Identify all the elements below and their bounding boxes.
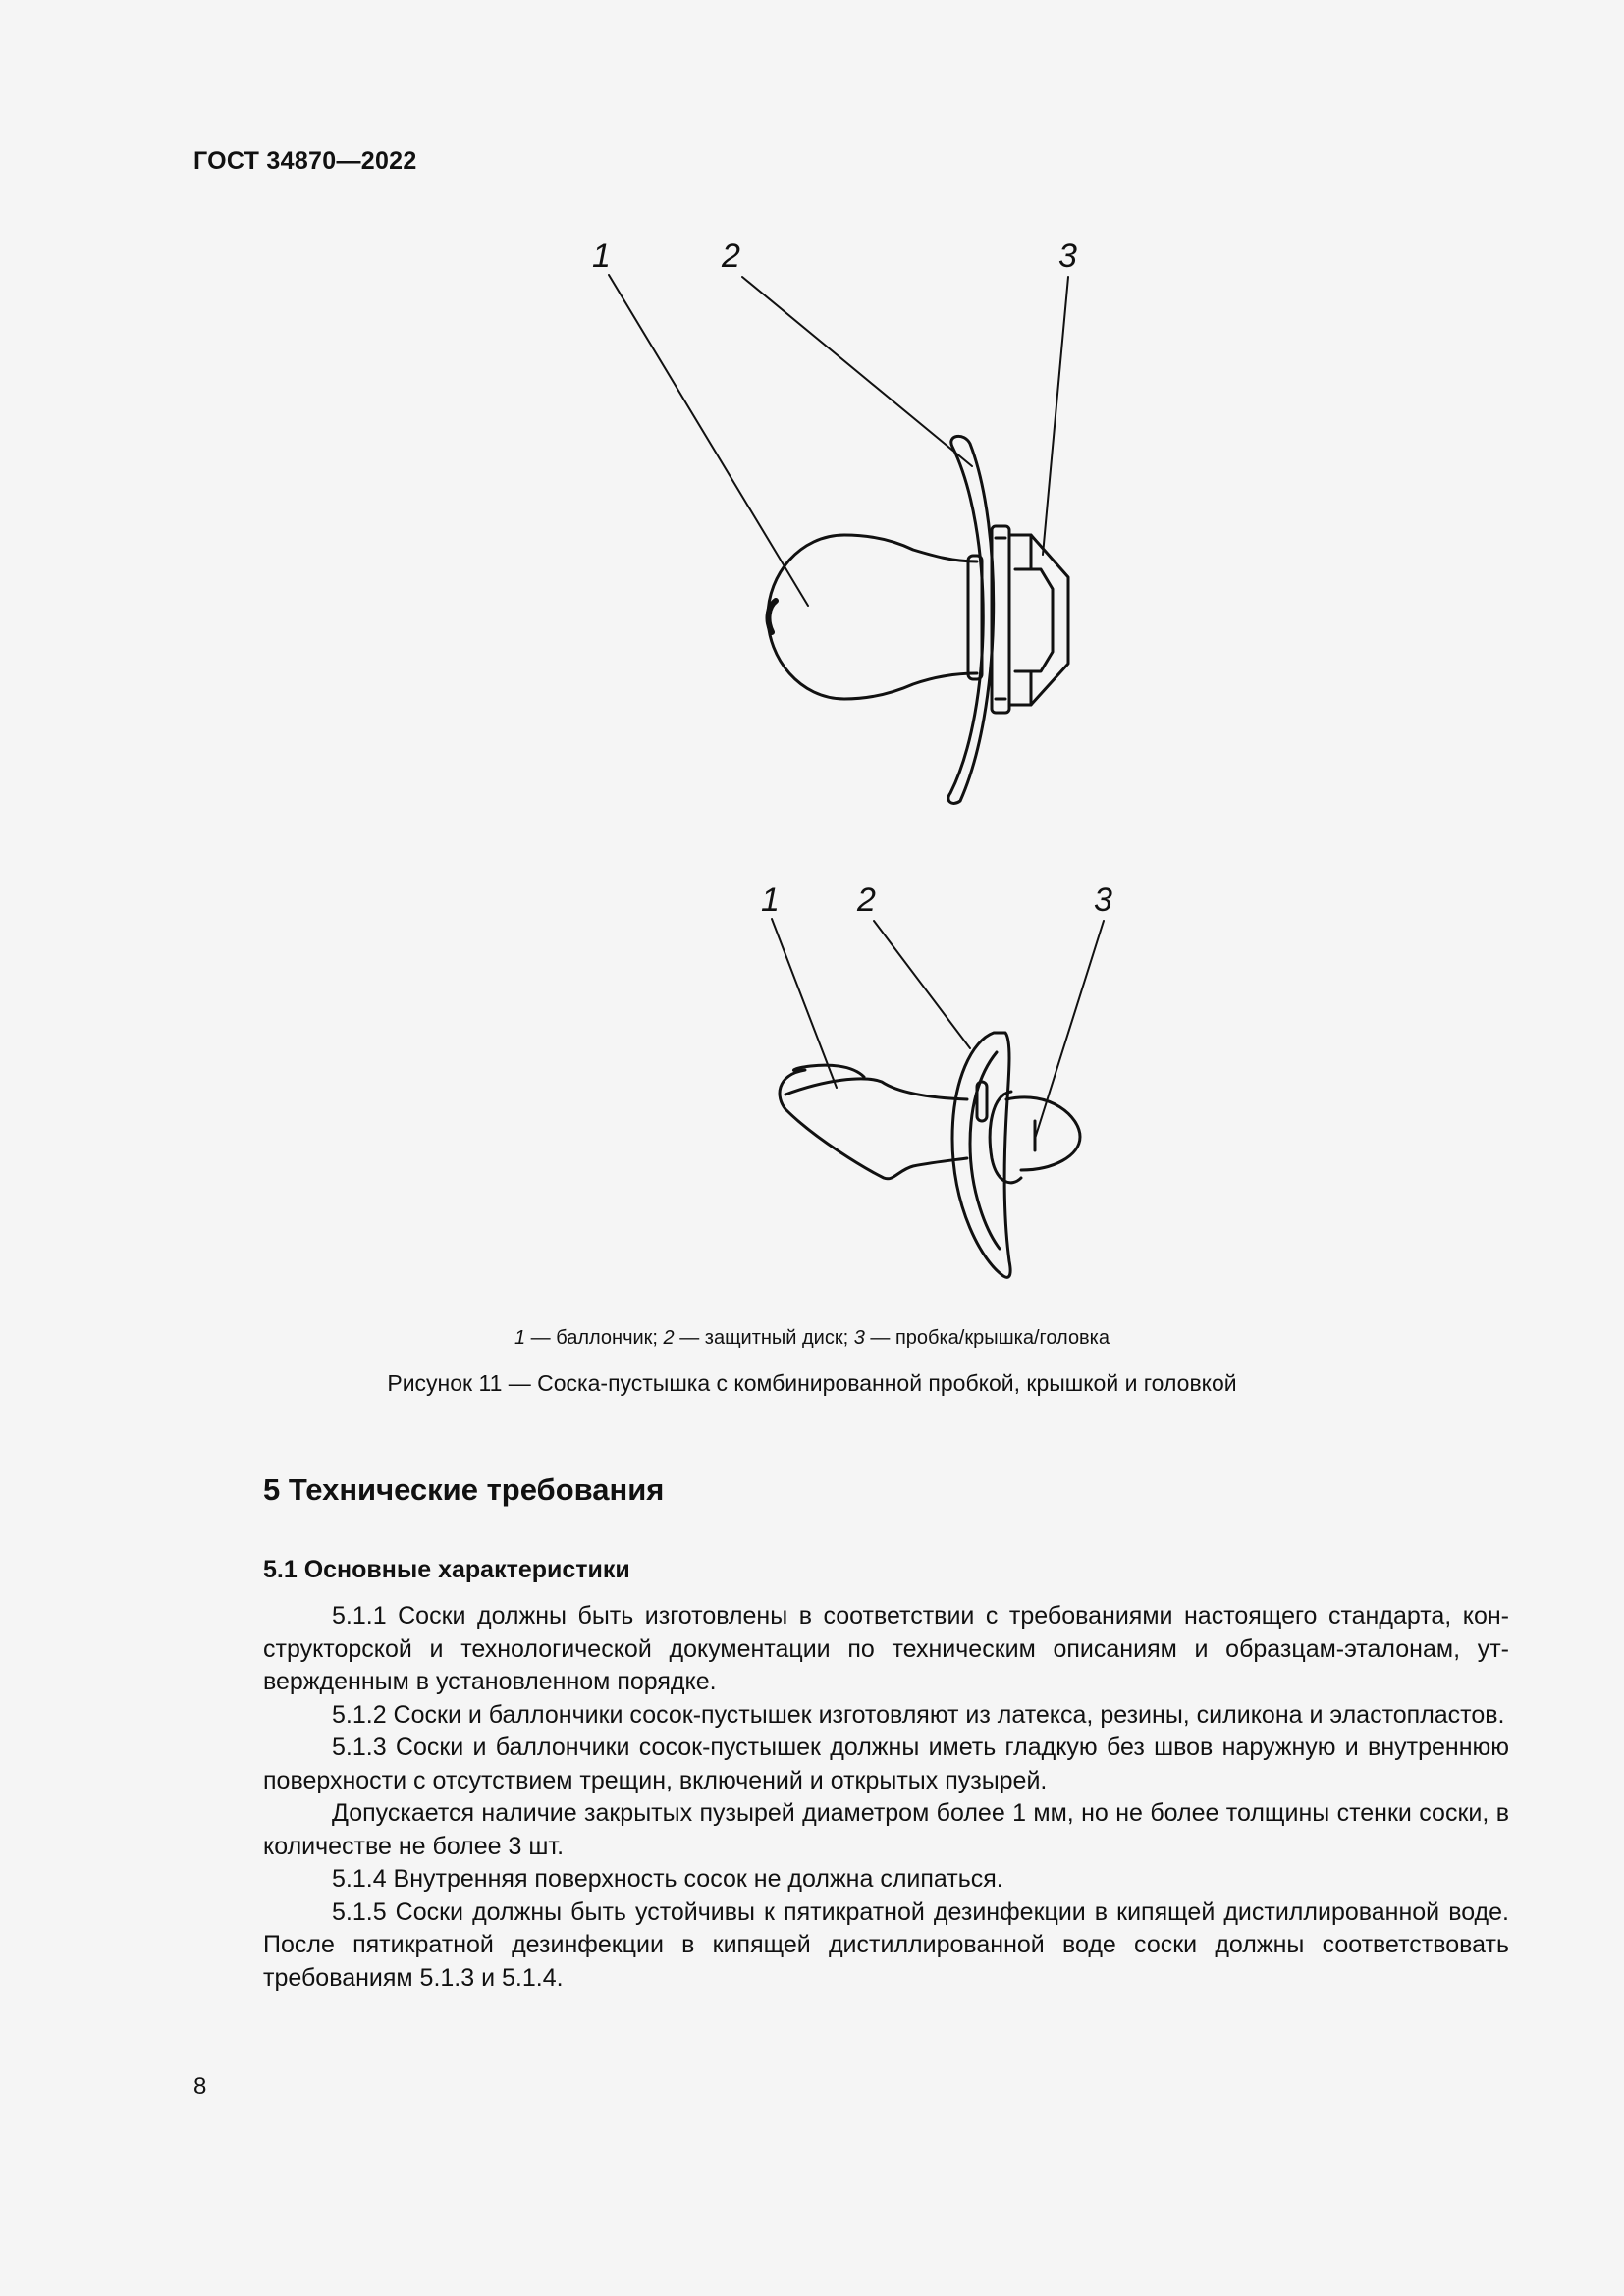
paragraph-5-1-5: 5.1.5 Соски должны быть устойчивы к пятикратной дезинфекции в кипящей дистиллированной воде. После пятикратной дезинфекции в кипящей дистиллированной воде соски должны соответствовать требованиям 5.1.3 и 5.1.4.: [263, 1897, 1509, 1992]
top-leader-3: [1043, 277, 1068, 555]
top-plug-head: [1009, 535, 1068, 705]
top-callout-3: 3: [1058, 238, 1077, 275]
bottom-plug-head: [1006, 1097, 1080, 1170]
bottom-leader-3: [1035, 921, 1104, 1139]
paragraph-5-1-3: 5.1.3 Соски и баллончики сосок-пустышек должны иметь гладкую без швов наружную и внутреннюю поверхности с отсутствием трещин, включений и открытых пузырей.: [263, 1734, 1509, 1794]
bottom-callout-2: 2: [857, 881, 876, 919]
section-title: 5 Технические требования: [263, 1472, 665, 1507]
top-plug-inner: [1015, 569, 1053, 671]
top-guard: [948, 436, 994, 803]
paragraph-5-1-4: 5.1.4 Внутренняя поверхность сосок не должна слипаться.: [332, 1865, 1003, 1893]
figure-legend: [0, 1327, 1624, 1350]
bottom-guard: [952, 1033, 1010, 1277]
bottom-leader-2: [874, 921, 970, 1048]
bottom-guard-slot: [977, 1082, 987, 1121]
legend-text-1: — баллончик;: [525, 1327, 664, 1349]
top-leader-1: [609, 275, 808, 606]
top-balloon: [768, 535, 977, 699]
legend-num-1: 1: [514, 1327, 526, 1349]
top-callout-1: 1: [592, 238, 611, 275]
paragraph-bubbles: Допускается наличие закрытых пузырей диаметром более 1 мм, но не более толщины стенки соски, в количестве не более 3 шт.: [263, 1799, 1509, 1860]
subsection-title: 5.1 Основные характеристики: [263, 1556, 630, 1583]
page-number: 8: [193, 2073, 207, 2100]
legend-text-3: — пробка/крышка/головка: [864, 1327, 1110, 1349]
figure-caption: Рисунок 11 — Соска-пустышка с комбинированной пробкой, крышкой и головкой: [387, 1370, 1237, 1396]
paragraph-5-1-2: 5.1.2 Соски и баллончики сосок-пустышек изготовляют из латекса, резины, силикона и эластопластов.: [332, 1700, 1505, 1729]
top-leader-2: [742, 277, 972, 466]
bottom-pacifier-drawing: [780, 1033, 1080, 1277]
top-neck-ring: [968, 556, 982, 679]
top-pacifier-drawing: [768, 436, 1068, 803]
paragraph-5-1-1: 5.1.1 Соски должны быть изготовлены в соответствии с требованиями настоящего стандарта, конструкторской и технологической документации по техническим описаниям и образцам-эталонам, утвержденным в установленном порядке.: [263, 1602, 1509, 1695]
document-header: ГОСТ 34870—2022: [193, 147, 417, 175]
legend-num-2: 2: [663, 1327, 675, 1349]
legend-text-2: — защитный диск;: [674, 1327, 854, 1349]
bottom-callout-3: 3: [1094, 881, 1112, 919]
bottom-leader-1: [772, 919, 837, 1088]
top-callout-2: 2: [722, 238, 740, 275]
bottom-callout-1: 1: [761, 881, 780, 919]
body-text: [263, 1600, 1509, 1995]
bottom-balloon: [780, 1065, 967, 1179]
top-balloon-tip: [769, 601, 776, 632]
legend-num-3: 3: [853, 1327, 865, 1349]
